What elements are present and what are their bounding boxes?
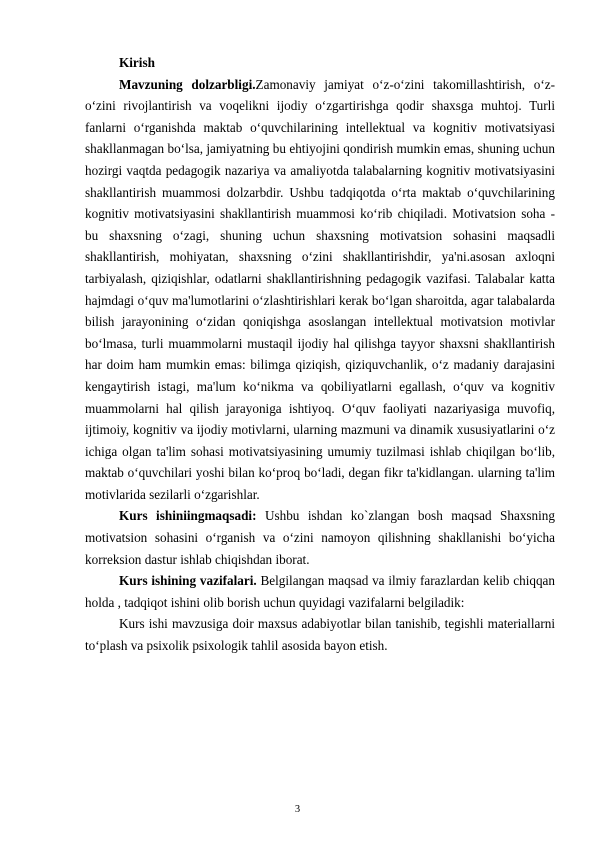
paragraph-lead: Mavzuning dolzarbligi. [119,76,256,92]
paragraph-text: Zamonaviy jamiyat o‘z-o‘zini takomillashtirish, o‘z-o‘zini rivojlantirish va voqelikni ijodiy o‘zgartirishga qodir shaxsga muhtoj. Turli fanlarni o‘rganishda maktab o‘quvchilarining intellektual va kognitiv motivatsiyasi shakllanmagan bo‘lsa, jamiyatning bu ehtiyojini qondirish mumkin emas, shuning uchun hozirgi vaqtda pedagogik nazariya va amaliyotda talabalarning kognitiv motivatsiyasini shakllantirish muammosi dolzarbdir. Ushbu tadqiqotda o‘rta maktab o‘quvchilarining kognitiv motivatsiyasini shakllantirish muammosi ko‘rib chiqiladi. Motivatsion soha - bu shaxsning o‘zagi, shuning uchun shaxsning motivatsion sohasini maqsadli shakllantirish, mohiyatan, shaxsning o‘zini shakllantirishdir, ya'ni.asosan axloqni tarbiyalash, qiziqishlar, odatlarni shakllantirishning pedagogik vazifasi. Talabalar katta hajmdagi o‘quv ma'lumotlarini o‘zlashtirishlari kerak bo‘lgan sharoitda, agar talabalarda bilish jarayonining o‘zidan qoniqishga asoslangan intellektual motivatsion motivlar bo‘lmasa, turli muammolarni mustaqil ijodiy hal qilishga tayyor shaxsni shakllantirish har doim ham mumkin emas: bilimga qiziqish, qiziquvchanlik, o‘z madaniy darajasini kengaytirish istagi, ma'lum ko‘nikma va qobiliyatlarni egallash, o‘quv va kognitiv muammolarni hal qilish jarayoniga ishtiyoq. O‘quv faoliyati nazariyasiga muvofiq, ijtimoiy, kognitiv va ijodiy motivlarni, ularning mazmuni va dinamik xususiyatlarini o‘z ichiga olgan ta'lim sohasi motivatsiyasining umumiy tuzilmasi ishlab chiqilgan bo‘lib, maktab o‘quvchilari yoshi bilan ko‘proq bo‘ladi, degan fikr ta'kidlangan. ularning ta'lim motivlarida sezilarli o‘zgarishlar. [85,76,555,502]
paragraph-task-item [85,613,555,656]
page-body [85,52,555,657]
paragraph-text: Belgilangan maqsad va ilmiy farazlardan kelib chiqqan holda , tadqiqot ishini olib borish uchun quyidagi vazifalarni belgiladik: [85,573,556,610]
paragraph-relevance [85,74,555,506]
paragraph-tasks [85,570,555,613]
page-number: 3 [294,804,301,815]
paragraph-goal [85,505,555,570]
paragraph-text: Ushbu ishdan ko`zlangan bosh maqsad Shaxsning motivatsion sohasini o‘rganish va o‘zini namoyon qilishning shakllanishi bo‘yicha korreksion dastur ishlab chiqishdan iborat. [85,508,555,567]
paragraph-text: Kurs ishi mavzusiga doir maxsus adabiyotlar bilan tanishib, tegishli materiallarni to‘plash va psixolik psixologik tahlil asosida bayon etish. [85,616,555,654]
paragraph-lead: Kurs ishiniingmaqsadi: [119,508,257,524]
section-heading: Kirish [119,55,155,70]
paragraph-lead: Kurs ishining vazifalari. [119,573,257,589]
